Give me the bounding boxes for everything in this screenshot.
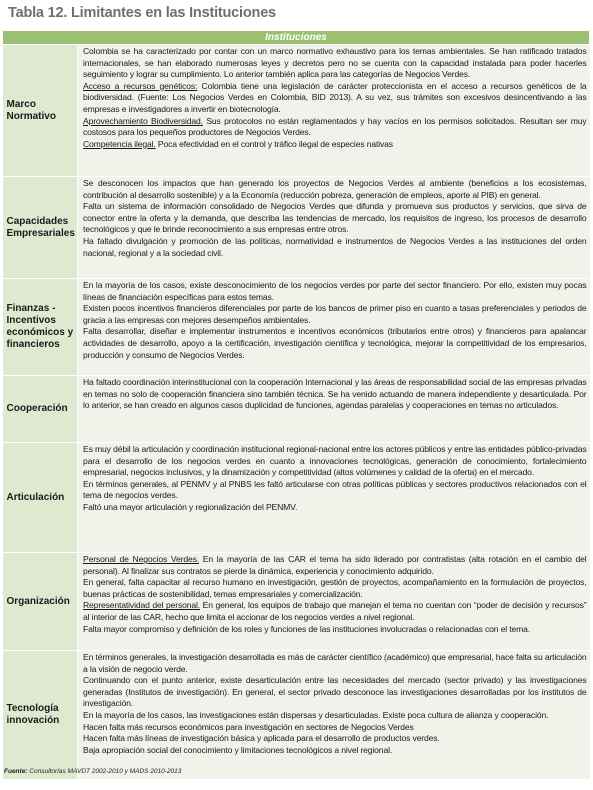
content-paragraph [83,236,587,259]
paragraph-text: Ha faltado coordinación interinstitucional con la cooperación Internacional y las áreas de responsabilidad social de las empresas privadas en temas no solo de cooperación financiera sino también técnica. Se ha venido actuando de manera independiente y desarticulada. Por lo anterior, se han creado en algunos casos duplicidad de funciones, agendas paralelas y cooperaciones en temas no articulados. [83,377,587,411]
table-header: Instituciones [3,31,590,45]
table-title: Tabla 12. Limitantes en las Instituciones [8,5,276,21]
row-label: Marco Normativo [3,45,78,177]
paragraph-text: Hacen falta más líneas de investigación básica y aplicada para el desarrollo de productos verdes. [83,733,440,744]
paragraph-text: Colombia se ha caracterizado por contar con un marco normativo exhaustivo para los temas ambientales. Se han ratificado tratados internacionales, se han elaborado numerosas leyes y decretos pero no se cuenta con la capacidad instalada para poder hacerles seguimiento y lograr su cumplimiento. Lo anterior también aplica para las categorías de Negocios Verdes. [83,46,587,80]
paragraph-text: Hacen falta más recursos económicos para investigación en sectores de Negocios Verdes [83,721,414,732]
content-paragraph [83,710,587,722]
row-content [78,279,590,376]
content-paragraph [83,444,587,479]
row-content [78,45,590,177]
content-paragraph [83,46,587,81]
row-content [78,553,590,651]
row-label: Finanzas - Incentivos económicos y financieros [3,279,78,376]
paragraph-text: Ha faltado divulgación y promoción de las políticas, normatividad e instrumentos de Negocios Verdes a las instituciones del orden nacional, regional y a la sociedad civil. [83,235,587,258]
paragraph-text: Sus protocolos no están reglamentados y hay vacíos en los permisos solicitados. Resultan ser muy costosos para los pequeños productores de Negocios Verdes. [83,115,587,138]
table-row [3,651,590,779]
row-content [78,443,590,553]
row-content [78,177,590,279]
limitations-table [2,30,590,779]
row-label: Cooperación [3,376,78,443]
content-paragraph [83,624,587,636]
table-row [3,376,590,443]
table-row [3,279,590,376]
row-label: Organización [3,553,78,651]
content-paragraph [83,722,587,734]
content-paragraph [83,377,587,412]
paragraph-text: En la mayoría de los casos, las investigaciones están dispersas y desarticuladas. Existe poca cultura de alianza y cooperación. [83,709,549,720]
content-paragraph [83,600,587,623]
row-label: Tecnología innovación [3,651,78,779]
content-paragraph [83,652,587,675]
underlined-lead: Personal de Negocios Verdes. [83,554,200,564]
underlined-lead: Representatividad del personal. [83,600,200,611]
paragraph-text: Poca efectividad en el control y tráfico ilegal de especies nativas [155,138,393,149]
content-paragraph [83,675,587,710]
content-paragraph [83,479,587,502]
paragraph-text: Falta mayor compromiso y definición de los roles y funciones de las instituciones involucradas o relacionadas con el tema. [83,623,530,634]
paragraph-text: En términos generales, al PENMV y al PNBS les faltó articularse con otras políticas públicas y sectores productivos relacionados con el tema de negocios verdes. [83,478,587,501]
content-paragraph [83,201,587,236]
row-label: Articulación [3,443,78,553]
paragraph-text: Existen pocos incentivos financieros diferenciales por parte de los bancos de primer piso en cuanto a tasas preferenciales y periodos de gracia a las empresas con mejores desempeños ambientales. [83,303,587,325]
table-body [3,45,590,779]
table-row [3,553,590,651]
content-paragraph [83,303,587,326]
paragraph-text: Se desconocen los impactos que han generado los proyectos de Negocios Verdes al ambiente (beneficios a los ecosistemas, contribución al desarrollo sostenible) y a la Economía (reducción pobreza, generación de empleos, aporte al PIB) en general. [83,178,587,200]
row-label: Capacidades Empresariales [3,177,78,279]
row-content [78,376,590,443]
source-label: Fuente: [4,768,28,775]
paragraph-text: En general, falta capacitar al recurso humano en investigación, gestión de proyectos, acompañamiento en la formulación de proyectos, buenas prácticas de sostenibilidad, temas empresariales y comercialización. [83,577,587,599]
table-row [3,443,590,553]
content-paragraph [83,326,587,361]
content-paragraph [83,139,587,151]
paragraph-text: En general, los equipos de trabajo que manejan el tema no cuentan con “poder de decisión y recursos” al interior de las CAR, hecho que limita el accionar de los negocios verdes a nivel regional. [83,600,587,622]
table-row [3,177,590,279]
content-paragraph [83,577,587,600]
paragraph-text: Baja apropiación social del conocimiento y limitaciones tecnológicos a nivel regional. [83,744,393,755]
paragraph-text: Continuando con el punto anterior, existe desarticulación entre las necesidades del mercado (sector privado) y las investigaciones generadas (Institutos de investigación). En general, el sector privado desconoce las investigaciones desarrolladas por los institutos de investigación. [83,675,587,709]
content-paragraph [83,733,587,745]
underlined-lead: Competencia ilegal. [83,138,156,149]
content-paragraph [83,502,587,514]
content-paragraph [83,745,587,757]
source-note [4,768,181,775]
content-paragraph [83,116,587,139]
paragraph-text: Falta un sistema de información consolidado de Negocios Verdes que difunda y promueva sus productos y servicios, que sirva de conector entre la oferta y la demanda, que describa las tendencias de mercado, los requisitos de ingreso, los procesos de desarrollo tecnológicos y que le brinde reconocimiento a sus empresas entre otros. [83,201,587,235]
paragraph-text: En la mayoría de los casos, existe desconocimiento de los negocios verdes por parte del sector financiero. Por ello, existen muy pocas líneas de financiación específicas para estos temas. [83,280,587,302]
paragraph-text: Faltó una mayor articulación y regionalización del PENMV. [83,501,298,512]
underlined-lead: Acceso a recursos genéticos: [83,80,198,91]
underlined-lead: Aprovechamiento Biodiversidad. [83,115,203,126]
paragraph-text: Falta desarrollar, diseñar e implementar instrumentos e incentivos económicos (tributarios entre otros) y financieros para apalancar actividades de desarrollo, apoyo a la certificación, investigación científica y tecnológica, mejorar la competitividad de los empresarios, producción y consumo de Negocios Verdes. [83,326,587,360]
paragraph-text: En términos generales, la investigación desarrollada es más de carácter científico (académico) que empresarial, hace falta su articulación a la visión de negocio verde. [83,652,587,674]
source-text: Consultorías MAVDT 2002-2010 y MADS 2010-2013 [27,768,182,775]
content-paragraph [83,280,587,303]
paragraph-text: Colombia tiene una legislación de carácter proteccionista en el acceso a recursos genéticos de la biodiversidad. (Fuente: Los Negocios Verdes en Colombia, BID 2013). A su vez, sus trámites son excesivos desincentivando a las empresas e investigadores a invertir en biotecnología. [83,80,587,114]
content-paragraph [83,178,587,201]
table-row [3,45,590,177]
paragraph-text: Es muy débil la articulación y coordinación institucional regional-nacional entre los actores públicos y entre las entidades público-privadas para el desarrollo de los negocios verdes en cuanto a innovaciones tecnológicas, generación de conocimiento, fortalecimiento empresarial, negocios inclusivos, y la dinamización y competitividad (altos volúmenes y calidad de la oferta) en el mercado. [83,444,587,478]
content-paragraph [83,81,587,116]
row-content [78,651,590,779]
paragraph-text: En la mayoría de las CAR el tema ha sido liderado por contratistas (alta rotación en el cambio del personal). Al finalizar sus contratos se pierde la dinámica, experiencia y conocimiento adquirido. [83,554,587,576]
content-paragraph [83,554,587,577]
